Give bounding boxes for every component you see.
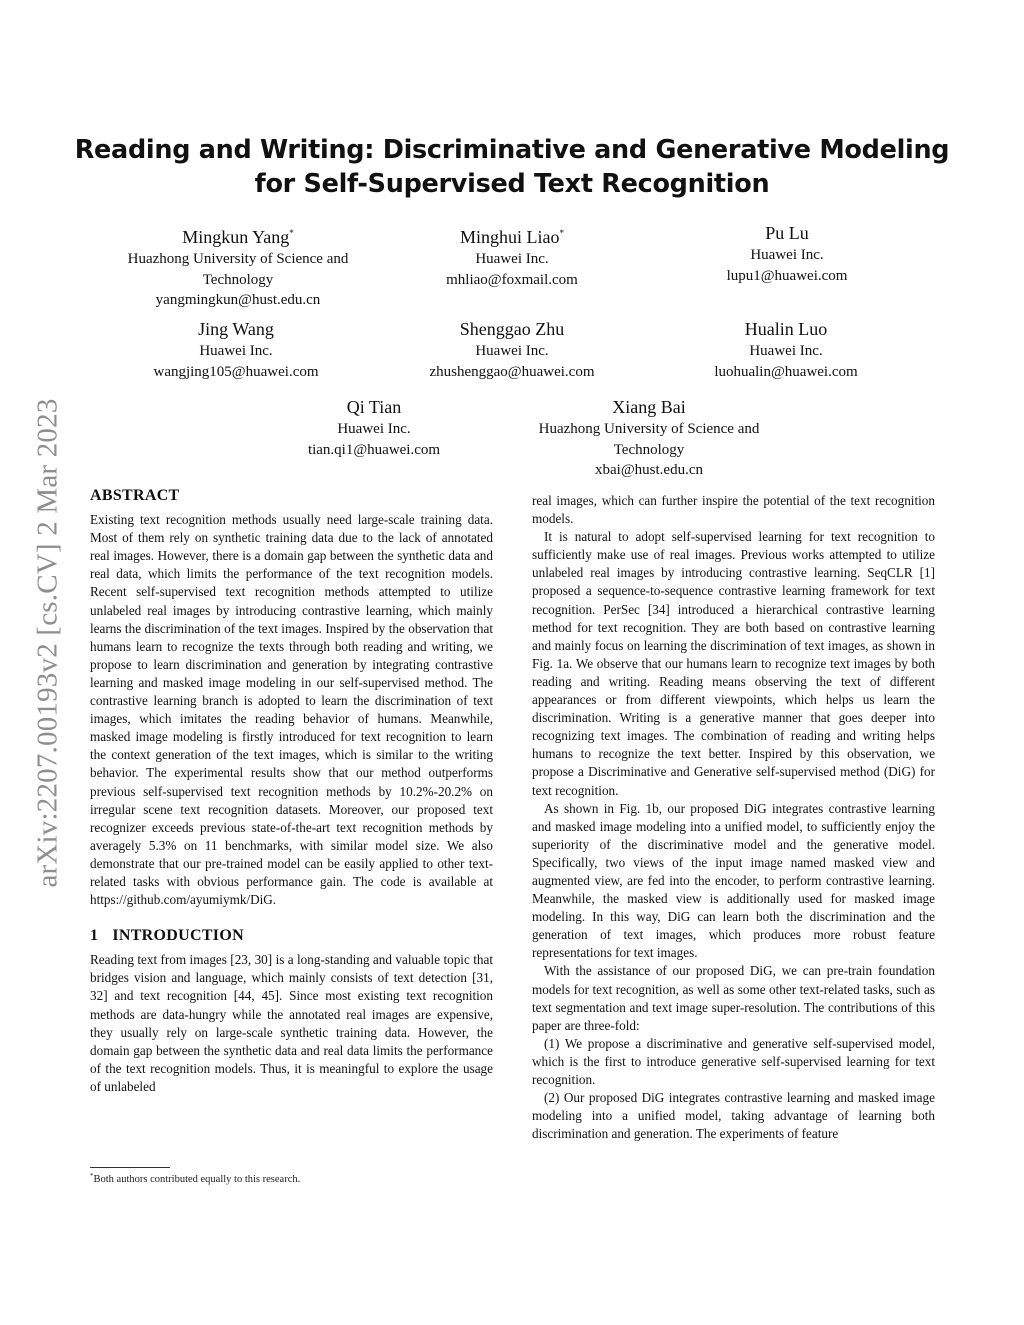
author-name: Minghui Liao* (460, 227, 564, 247)
author-email: zhushenggao@huawei.com (429, 363, 595, 380)
author-affiliation: Huawei Inc. (475, 343, 549, 359)
author-name: Pu Lu (765, 223, 809, 243)
author-affiliation: Huawei Inc. (749, 343, 823, 359)
author-name: Jing Wang (198, 319, 274, 339)
footnote-divider (90, 1167, 170, 1168)
author-affiliation: Huawei Inc. (750, 247, 824, 263)
intro-paragraph: As shown in Fig. 1b, our proposed DiG integrates contrastive learning and masked image modeling into a unified model, to sufficiently enjoy the superiority of the discriminative model and the generative model. Specifically, two views of the input image named masked view and augmented view, are fed into the encoder, to perform contrastive learning. Meanwhile, the masked view is additionally used for masked image modeling. In this way, DiG can learn both the discrimination and the generation of text images, which produces more robust feature representations for text images. (532, 800, 935, 961)
arxiv-identifier: arXiv:2207.00193v2 [cs.CV] 2 Mar 2023 (31, 397, 64, 888)
footnote-mark: * (90, 1172, 94, 1180)
paper-title (60, 133, 964, 201)
author-affiliation: Huawei Inc. (199, 343, 273, 359)
author-card (362, 222, 662, 290)
author-email: luohualin@huawei.com (714, 363, 858, 380)
author-card (637, 222, 937, 286)
author-affiliation: Technology (613, 441, 685, 458)
author-affiliation: Huawei Inc. (475, 251, 549, 267)
abstract-text: Existing text recognition methods usually need large-scale training data. Most of them rely on synthetic training data due to the lack of annotated real images. However, there is a domain gap between the synthetic data and real data, which limits the performance of the text recognition models. Recent self-supervised text recognition methods attempted to utilize unlabeled real images by introducing contrastive learning, which mainly learns the discrimination of the text images. Inspired by the observation that humans learn to recognize the texts through both reading and writing, we propose to learn discrimination and generation by integrating contrastive learning and masked image modeling in our self-supervised method. The contrastive learning branch is adopted to learn the discrimination of text images, which imitates the reading behavior of humans. Meanwhile, masked image modeling is firstly introduced for text recognition to learn the context generation of the text images, which is similar to the writing behavior. The experimental results show that our method outperforms previous self-supervised text recognition methods by 10.2%-20.2% on irregular scene text recognition datasets. Moreover, our proposed text recognizer exceeds previous state-of-the-art text recognition methods by averagely 5.3% on 11 benchmarks, with similar model size. We also demonstrate that our pre-trained model can be easily applied to other text-related tasks with obvious performance gain. The code is available at https://github.com/ayumiymk/DiG. (90, 512, 493, 908)
contribution-item: (2) Our proposed DiG integrates contrastive learning and masked image modeling into a unified model, taking advantage of learning both discrimination and generation. The experiments of feature (532, 1090, 935, 1142)
equal-contribution-mark: * (289, 228, 294, 238)
author-card (636, 318, 936, 382)
intro-paragraph: With the assistance of our proposed DiG, we can pre-train foundation models for text recognition, as well as some other text-related tasks, such as text segmentation and text image super-resolution. The contributions of this paper are three-fold: (532, 963, 935, 1033)
author-card (362, 318, 662, 382)
right-column (532, 492, 935, 1143)
author-name: Shenggao Zhu (459, 319, 565, 339)
introduction-heading (90, 927, 493, 945)
intro-paragraph: real images, which can further inspire the potential of the text recognition models. (532, 493, 935, 527)
author-affiliation: Huazhong University of Science and (127, 251, 349, 267)
footnote-text: Both authors contributed equally to this research. (93, 1174, 301, 1185)
footnote (90, 1172, 300, 1185)
author-email: wangjing105@huawei.com (153, 363, 319, 380)
contribution-item: (1) We propose a discriminative and generative self-supervised model, which is the first to introduce generative self-supervised learning for text recognition. (532, 1035, 935, 1087)
author-affiliation: Technology (202, 271, 274, 288)
title-line-2: for Self-Supervised Text Recognition (254, 169, 770, 199)
author-card (224, 396, 524, 460)
author-email: mhliao@foxmail.com (446, 271, 578, 288)
author-name: Hualin Luo (744, 319, 828, 339)
intro-paragraph: Reading text from images [23, 30] is a long-standing and valuable topic that bridges vision and language, which mainly consists of text detection [31, 32] and text recognition [44, 45]. Since most existing text recognition methods are data-hungry while the annotated real images are expensive, they usually rely on large-scale synthetic training data. However, the domain gap between the synthetic data and real data limits the performance of the text recognition models. Thus, it is meaningful to explore the usage of unlabeled (90, 952, 493, 1094)
author-name: Mingkun Yang* (182, 227, 294, 247)
title-line-1: Reading and Writing: Discriminative and Generative Modeling (74, 135, 950, 165)
author-email: xbai@hust.edu.cn (595, 462, 703, 478)
intro-paragraph: It is natural to adopt self-supervised learning for text recognition to sufficiently make use of real images. Previous works attempted to utilize unlabeled real images by introducing contrastive learning. SeqCLR [1] proposed a sequence-to-sequence contrastive learning framework for text recognition. PerSec [34] introduced a hierarchical contrastive learning method for text recognition. They are both based on contrastive learning and mainly focus on learning the discrimination of text images, as shown in Fig. 1a. We observe that our humans learn to recognize text images by both reading and writing. Reading means observing the text of different appearances or from different viewpoints, which helps us learn the discrimination. Writing is a generative manner that goes deeper into recognizing text images. The combination of reading and writing helps humans to recognize the text better. Inspired by this observation, we propose a Discriminative and Generative self-supervised method (DiG) for text recognition. (532, 529, 935, 798)
arxiv-sidebar-stamp (28, 355, 68, 930)
equal-contribution-mark: * (559, 228, 564, 238)
author-card (86, 318, 386, 382)
author-affiliation: Huawei Inc. (337, 421, 411, 437)
author-email: tian.qi1@huawei.com (307, 441, 441, 458)
section-title: INTRODUCTION (112, 927, 244, 945)
section-number: 1 (90, 927, 99, 945)
author-email: yangmingkun@hust.edu.cn (155, 292, 321, 308)
author-affiliation: Huazhong University of Science and (538, 421, 760, 437)
abstract-heading: ABSTRACT (90, 487, 180, 504)
author-card (499, 396, 799, 481)
author-card (88, 222, 388, 311)
author-email: lupu1@huawei.com (726, 267, 848, 284)
author-name: Xiang Bai (612, 397, 686, 417)
left-column (90, 487, 493, 1096)
author-name: Qi Tian (346, 397, 402, 417)
